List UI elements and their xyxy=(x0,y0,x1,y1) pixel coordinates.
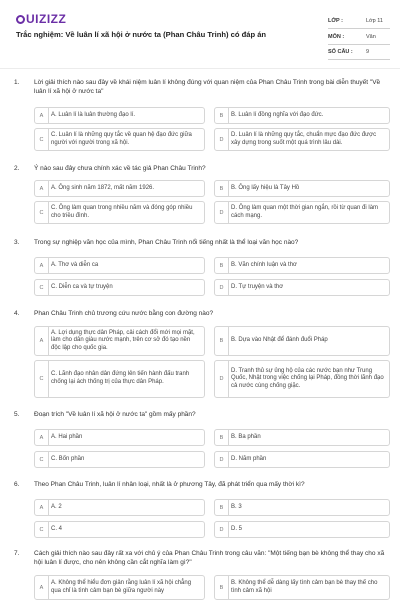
option-letter: A xyxy=(35,576,49,599)
meta-count-value: 9 xyxy=(366,49,370,55)
option-letter: B xyxy=(215,430,229,445)
answer-option-a[interactable] xyxy=(34,326,205,356)
answer-option-d[interactable] xyxy=(214,201,390,224)
option-text: A. Thơ và diễn ca xyxy=(51,261,99,268)
answer-option-b[interactable] xyxy=(214,499,390,516)
question-number: 1. xyxy=(14,79,20,86)
question-text: Theo Phan Châu Trinh, luân lí nhân loại, nhất là ở phương Tây, đã phát triển qua mấy thời kì? xyxy=(34,481,305,488)
answer-option-d[interactable] xyxy=(214,360,390,398)
option-letter: D xyxy=(215,202,229,223)
option-letter: B xyxy=(215,258,229,273)
option-text: D. Tranh thủ sự ủng hộ của các nước bạn như Trung Quốc, Nhật trong việc chống lại Pháp, đồng thời lãnh đạo cả nước cùng chống giặc. xyxy=(231,367,384,389)
option-text: C. Diễn ca và tự truyện xyxy=(51,283,113,290)
option-text: A. Luân lí là luân thường đạo lí. xyxy=(51,111,136,118)
answer-option-c[interactable] xyxy=(34,451,205,468)
meta-class-value: Lớp 11 xyxy=(366,18,383,24)
answer-option-a[interactable] xyxy=(34,257,205,274)
question-number: 6. xyxy=(14,481,20,488)
header-divider xyxy=(0,68,400,69)
question-text: Phan Châu Trinh chủ trương cứu nước bằng con đường nào? xyxy=(34,310,214,317)
option-letter: B xyxy=(215,108,229,123)
option-text: D. Tự truyện và thơ xyxy=(231,283,284,290)
option-text: C. 4 xyxy=(51,525,63,532)
option-text: C. Bốn phần xyxy=(51,455,85,462)
answer-option-a[interactable] xyxy=(34,429,205,446)
answer-option-b[interactable] xyxy=(214,107,390,124)
option-letter: D xyxy=(215,452,229,467)
answer-option-a[interactable] xyxy=(34,107,205,124)
question-text: Lời giải thích nào sau đây về khái niệm luân lí không đúng với quan niệm của Phan Châu Trinh trong bài diễn thuyết "Về luân lí xã hội ở nước ta" xyxy=(34,79,381,95)
question-text: Trong sự nghiệp văn học của mình, Phan Châu Trinh nổi tiếng nhất là thể loại văn học nào? xyxy=(34,239,299,246)
logo-text: UIZIZZ xyxy=(26,12,67,26)
option-letter: D xyxy=(215,129,229,150)
question-number: 2. xyxy=(14,165,20,172)
answer-option-c[interactable] xyxy=(34,360,205,398)
answer-option-d[interactable] xyxy=(214,451,390,468)
answer-option-a[interactable] xyxy=(34,499,205,516)
answer-option-b[interactable] xyxy=(214,429,390,446)
meta-question-count xyxy=(328,45,390,60)
question-number: 3. xyxy=(14,239,20,246)
option-letter: A xyxy=(35,430,49,445)
option-letter: C xyxy=(35,522,49,537)
meta-subject xyxy=(328,30,390,45)
question-number: 7. xyxy=(14,550,20,557)
option-text: C. Ông làm quan trong nhiều năm và đóng góp nhiều cho triều đình. xyxy=(51,204,193,219)
answer-option-d[interactable] xyxy=(214,128,390,151)
option-letter: B xyxy=(215,181,229,196)
question-text: Ý nào sau đây chưa chính xác về tác giả Phan Châu Trinh? xyxy=(34,165,206,172)
logo-q-icon xyxy=(16,15,25,24)
option-letter: C xyxy=(35,280,49,295)
option-text: D. 5 xyxy=(231,525,243,532)
option-text: B. Văn chính luận và thơ xyxy=(231,261,297,268)
answer-option-d[interactable] xyxy=(214,521,390,538)
option-text: A. Hai phần xyxy=(51,433,83,440)
answer-option-b[interactable] xyxy=(214,326,390,356)
answer-option-b[interactable] xyxy=(214,257,390,274)
option-text: D. Luân lí là những quy tắc, chuẩn mực đạo đức được xây dựng trong suốt một quá trình lâu dài. xyxy=(231,131,377,146)
option-letter: C xyxy=(35,129,49,150)
option-text: B. Ba phần xyxy=(231,433,261,440)
meta-class xyxy=(328,14,390,29)
option-letter: A xyxy=(35,258,49,273)
option-text: A. Không thể hiểu đơn giản rằng luân lí xã hội chẳng qua chỉ là tình cảm bạn bè giữa người này xyxy=(51,579,192,594)
quizizz-logo xyxy=(16,12,66,26)
meta-count-label: SỐ CÂU : xyxy=(328,49,353,55)
answer-option-a[interactable] xyxy=(34,575,205,600)
option-letter: C xyxy=(35,452,49,467)
option-text: B. 3 xyxy=(231,503,242,510)
answer-option-d[interactable] xyxy=(214,279,390,296)
meta-subject-value: Văn xyxy=(366,34,376,40)
option-letter: D xyxy=(215,522,229,537)
meta-class-label: LỚP : xyxy=(328,18,343,24)
option-letter: B xyxy=(215,576,229,599)
answer-option-c[interactable] xyxy=(34,521,205,538)
answer-option-b[interactable] xyxy=(214,180,390,197)
meta-subject-label: MÔN : xyxy=(328,34,345,40)
option-letter: A xyxy=(35,500,49,515)
document-title: Trắc nghiệm: Về luân lí xã hội ở nước ta (Phan Châu Trinh) có đáp án xyxy=(16,30,267,39)
answer-option-a[interactable] xyxy=(34,180,205,197)
option-text: A. 2 xyxy=(51,503,62,510)
document-header xyxy=(0,0,400,64)
option-text: D. Năm phần xyxy=(231,455,267,462)
question-text: Đoạn trích "Về luân lí xã hội ở nước ta" gồm mấy phần? xyxy=(34,411,196,418)
answer-option-c[interactable] xyxy=(34,128,205,151)
question-number: 5. xyxy=(14,411,20,418)
option-text: D. Ông làm quan một thời gian ngắn, rồi từ quan đi làm cách mạng. xyxy=(231,204,379,219)
option-letter: B xyxy=(215,500,229,515)
answer-option-b[interactable] xyxy=(214,575,390,600)
option-letter: C xyxy=(35,202,49,223)
answer-option-c[interactable] xyxy=(34,279,205,296)
option-text: B. Ông lấy hiệu là Tây Hồ xyxy=(231,184,300,191)
option-text: B. Không thể dễ dàng lấy tình cảm bạn bè thay thế cho tình cảm xã hội xyxy=(231,579,378,594)
option-text: C. Luân lí là những quy tắc về quan hệ đạo đức giữa người với người trong xã hội. xyxy=(51,131,192,146)
option-text: B. Luân lí đồng nghĩa với đạo đức. xyxy=(231,111,324,118)
option-letter: A xyxy=(35,108,49,123)
option-text: C. Lãnh đạo nhân dân đứng lên tiến hành đấu tranh chống lại ách thống trị của thực dân Pháp. xyxy=(51,371,190,385)
question-text: Cách giải thích nào sau đây rất xa với chủ ý của Phan Châu Trinh trong câu văn: "Một tiếng bạn bè không thể thay cho xã hội luân lí được, cho nên không cần cắt nghĩa làm gì?" xyxy=(34,550,385,566)
option-letter: A xyxy=(35,327,49,355)
option-letter: C xyxy=(35,361,49,397)
option-text: A. Ông sinh năm 1872, mất năm 1926. xyxy=(51,184,155,191)
question-number: 4. xyxy=(14,310,20,317)
option-text: B. Dựa vào Nhật để đánh đuổi Pháp xyxy=(231,337,328,344)
option-letter: D xyxy=(215,361,229,397)
answer-option-c[interactable] xyxy=(34,201,205,224)
option-letter: A xyxy=(35,181,49,196)
option-letter: B xyxy=(215,327,229,355)
option-letter: D xyxy=(215,280,229,295)
option-text: A. Lợi dụng thực dân Pháp, cải cách đổi mới mọi mặt, làm cho dân giàu nước mạnh, trên cơ sở đó tạo nền độc lập cho quốc gia. xyxy=(51,329,195,351)
